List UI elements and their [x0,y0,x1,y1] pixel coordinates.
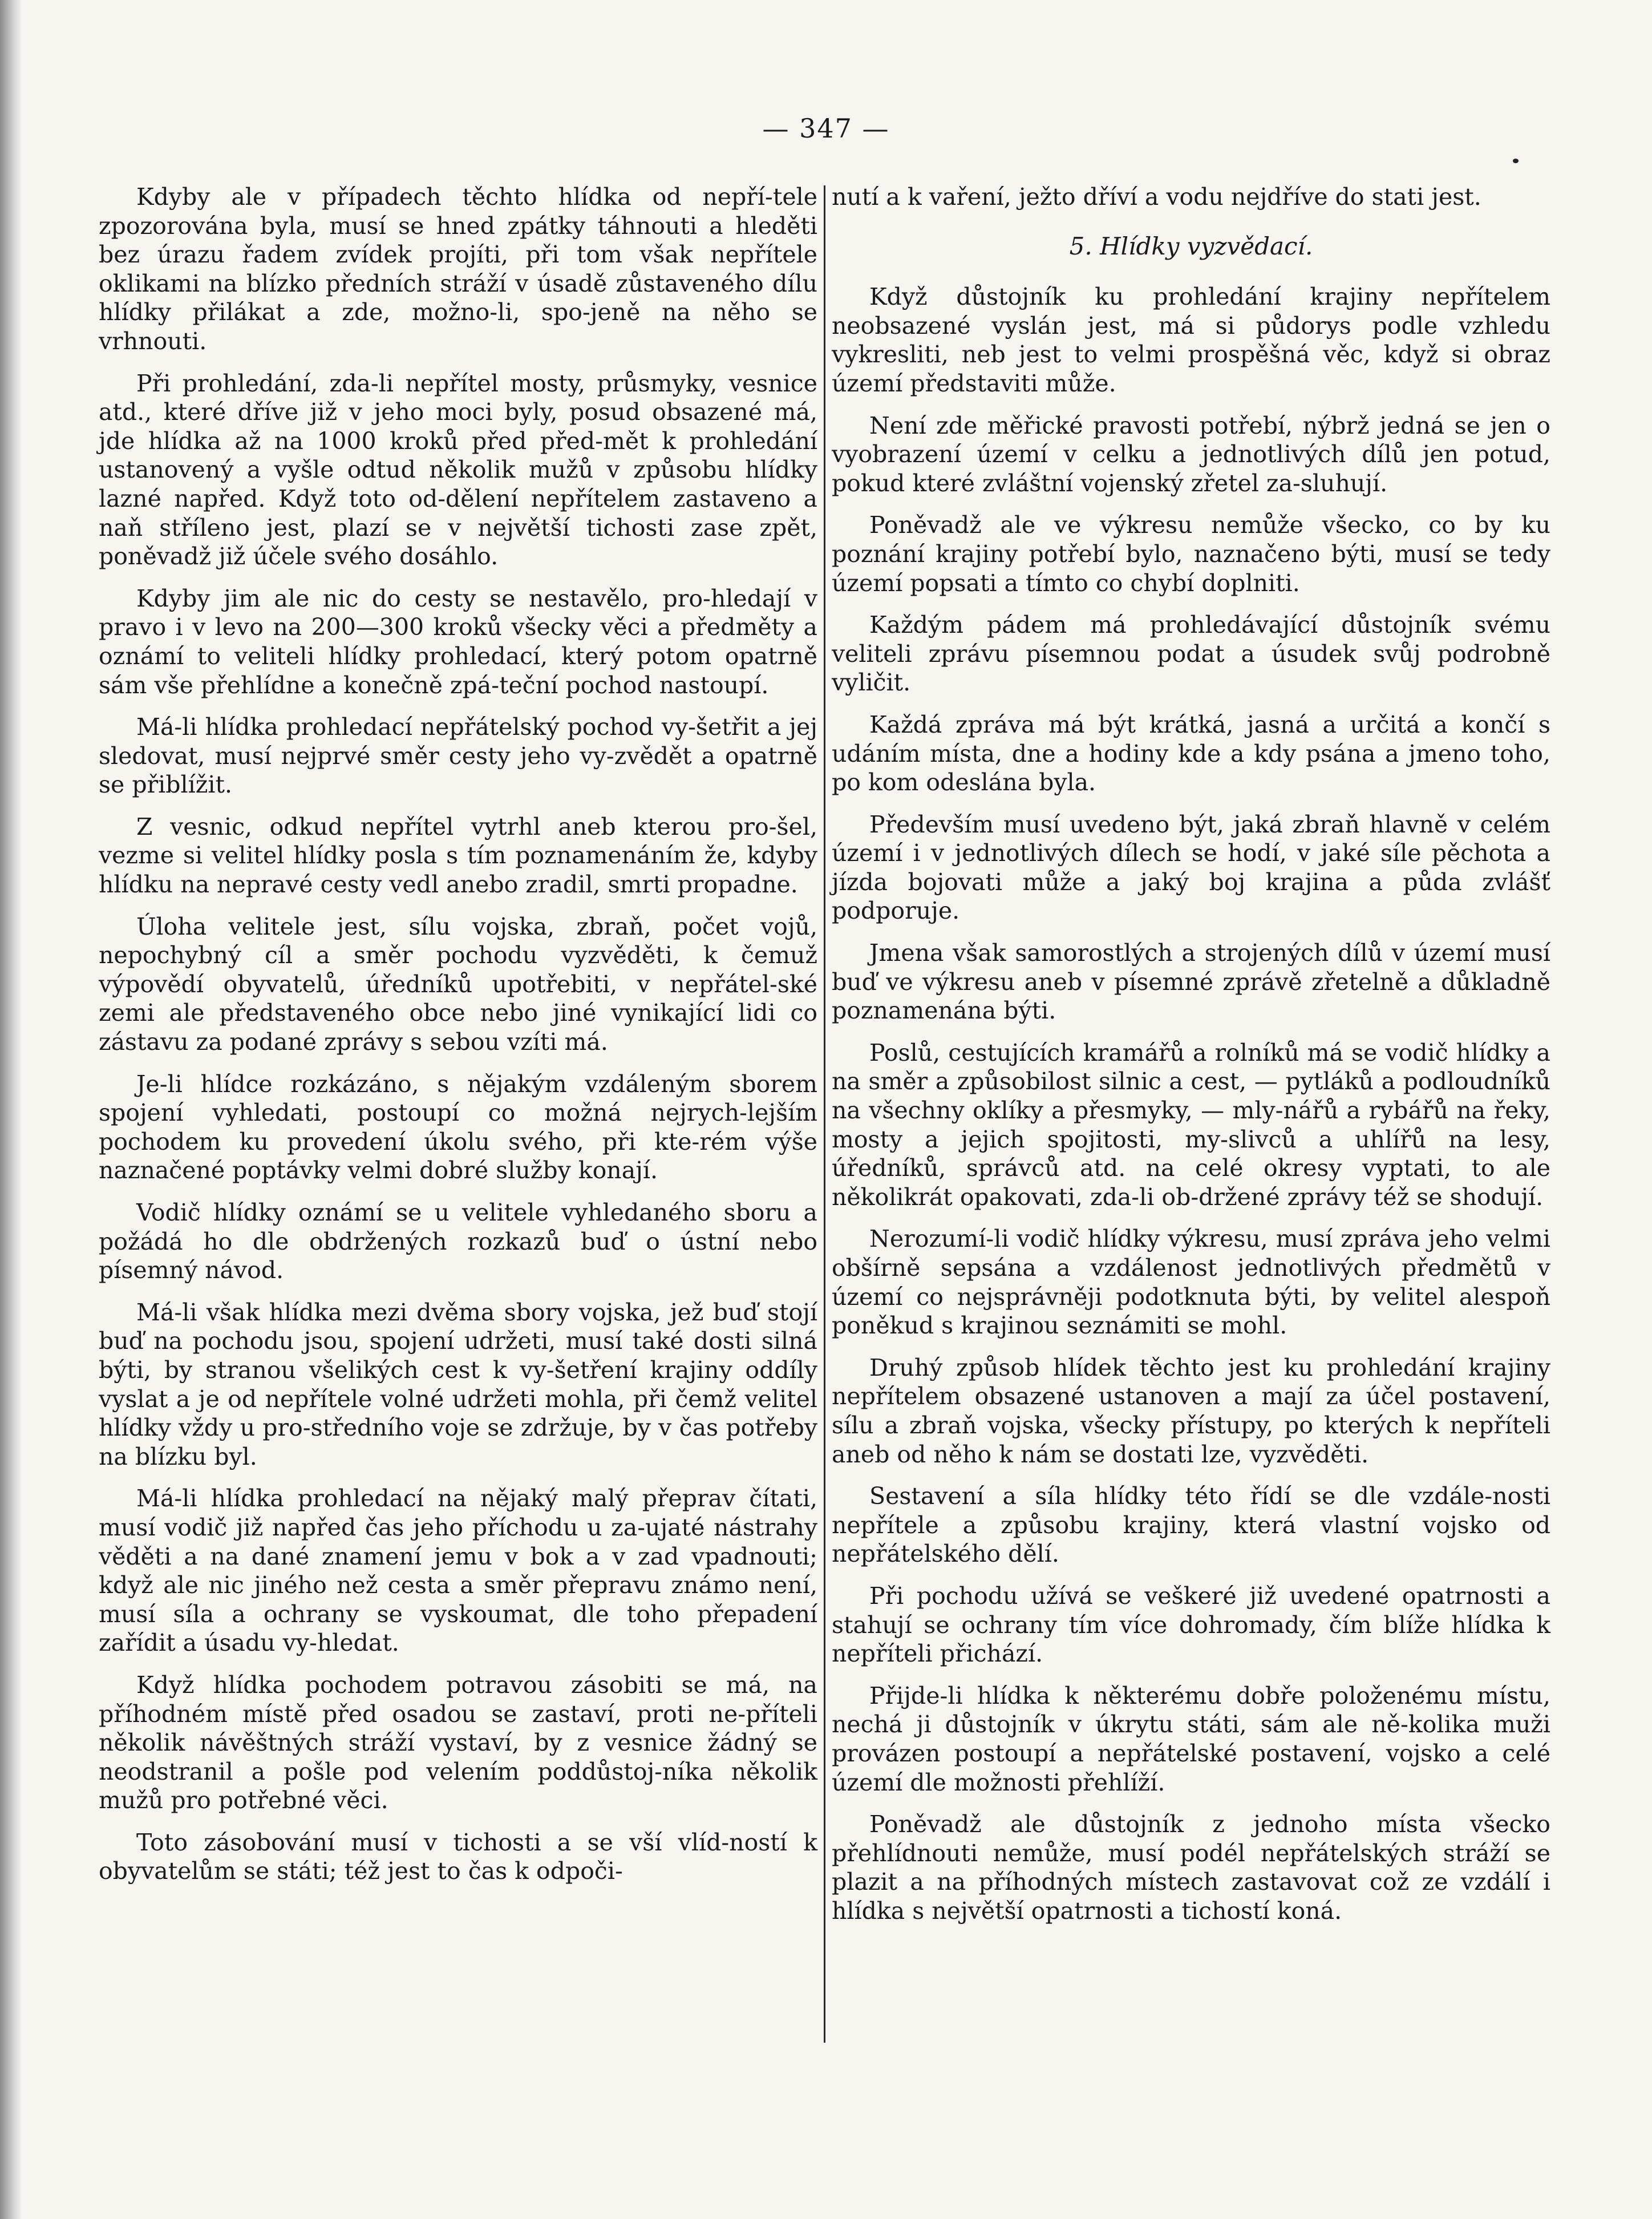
paragraph: Má-li hlídka prohledací na nějaký malý přeprav čítati, musí vodič již napřed čas jeho příchodu u za-ujaté nástrahy věděti a na dané znamení jemu v bok a v zad vpadnouti; když ale nic jiného než cesta a směr přepravu známo není, musí síla a ochrany se vyskoumat, dle toho přepadení zařídit a úsadu vy-hledat. [99,1485,817,1657]
paragraph: Při pochodu užívá se veškeré již uvedené opatrnosti a stahují se ochrany tím více dohromady, čím blíže hlídka k nepříteli přichází. [832,1582,1550,1668]
paragraph: Úloha velitele jest, sílu vojska, zbraň, počet vojů, nepochybný cíl a směr pochodu vyzvěděti, k čemuž výpovědí obyvatelů, úředníků upotřebiti, v nepřátel-ské zemi ale představeného obce nebo jiné vynikající lidi co zástavu za podané zprávy s sebou vzíti má. [99,912,817,1056]
paragraph: Kdyby ale v případech těchto hlídka od nepří-tele zpozorována byla, musí se hned zpátky táhnouti a hleděti bez úrazu řadem zvídek projíti, při tom však nepřítele oklikami na blízko předních stráží v úsadě zůstaveného dílu hlídky přilákat a zde, možno-li, spo-jeně na něho se vrhnouti. [99,183,817,355]
paragraph: Poněvadž ale ve výkresu nemůže všecko, co by ku poznání krajiny potřebí bylo, naznačeno býti, musí se tedy území popsati a tímto co chybí doplniti. [832,511,1550,597]
paragraph: Kdyby jim ale nic do cesty se nestavělo, pro-hledají v pravo i v levo na 200—300 kroků všecky věci a předměty a oznámí to veliteli hlídky prohledací, který potom opatrně sám vše přehlídne a konečně zpá-teční pochod nastoupí. [99,584,817,699]
paragraph: Poněvadž ale důstojník z jednoho místa všecko přehlídnouti nemůže, musí podél nepřátelských stráží se plazit a na příhodných místech zastavovat což ze vzdálí i hlídka s největší opatrnosti a tichostí koná. [832,1810,1550,1925]
left-column [99,183,817,1899]
paragraph: Jmena však samorostlých a strojených dílů v území musí buď ve výkresu aneb v písemné zprávě zřetelně a důkladně poznamenána býti. [832,939,1550,1025]
paragraph: Má-li hlídka prohledací nepřátelský pochod vy-šetřit a jej sledovat, musí nejprvé směr cesty jeho vy-zvědět a opatrně se přiblížit. [99,713,817,799]
paragraph: Toto zásobování musí v tichosti a se vší vlíd-ností k obyvatelům se státi; též jest to čas k odpoči- [99,1828,817,1885]
right-column [832,183,1550,1938]
page-number: — 347 — [762,113,890,144]
page-binding-edge [0,0,22,2219]
paragraph: Není zde měřické pravosti potřebí, nýbrž jedná se jen o vyobrazení území v celku a jednotlivých dílů jen potud, pokud které zvláštní vojenský zřetel za-sluhují. [832,411,1550,497]
paragraph: Vodič hlídky oznámí se u velitele vyhledaného sboru a požádá ho dle obdržených rozkazů buď o ústní nebo písemný návod. [99,1199,817,1284]
paragraph: Především musí uvedeno být, jaká zbraň hlavně v celém území i v jednotlivých dílech se hodí, v jaké síle pěchota a jízda bojovati může a jaký boj krajina a půda zvlášť podporuje. [832,810,1550,925]
paragraph: Při prohledání, zda-li nepřítel mosty, průsmyky, vesnice atd., které dříve již v jeho moci byly, posud obsazené má, jde hlídka až na 1000 kroků před před-mět k prohledání ustanovený a vyšle odtud několik mužů v způsobu hlídky lazné napřed. Když toto od-dělení nepřítelem zastaveno a naň stříleno jest, plazí se v největší tichosti zase zpět, poněvadž již účele svého dosáhlo. [99,369,817,571]
paragraph: Druhý způsob hlídek těchto jest ku prohledání krajiny nepřítelem obsazené ustanoven a mají za účel postavení, sílu a zbraň vojska, všecky přístupy, po kterých k nepříteli aneb od něho k nám se dostati lze, vyzvěděti. [832,1353,1550,1468]
paragraph: Sestavení a síla hlídky této řídí se dle vzdále-nosti nepřítele a způsobu krajiny, která vlastní vojsko od nepřátelského dělí. [832,1482,1550,1568]
paragraph: Každým pádem má prohledávající důstojník svému veliteli zprávu písemnou podat a úsudek svůj podrobně vyličit. [832,611,1550,697]
paragraph: Přijde-li hlídka k některému dobře položenému místu, nechá ji důstojník v úkrytu státi, sám ale ně-kolika muži provázen postoupí a nepřátelské postavení, vojsko a celé území dle možnosti přehlíží. [832,1682,1550,1796]
ink-speck [1513,159,1519,163]
paragraph: Každá zpráva má být krátká, jasná a určitá a končí s udáním místa, dne a hodiny kde a kdy psána a jmeno toho, po kom odeslána byla. [832,710,1550,797]
continued-paragraph: nutí a k vaření, ježto dříví a vodu nejdříve do stati jest. [832,183,1481,211]
paragraph: Nerozumí-li vodič hlídky výkresu, musí zpráva jeho velmi obšírně sepsána a vzdálenost jednotlivých předmětů v území co nejsprávněji podotknuta býti, by velitel alespoň poněkud s krajinou seznámiti se mohl. [832,1225,1550,1340]
section-heading: 5. Hlídky vyzvědací. [1069,232,1313,260]
paragraph: Když důstojník ku prohledání krajiny nepřítelem neobsazené vyslán jest, má si půdorys podle vzhledu vykresliti, neb jest to velmi prospěšná věc, když si obraz území představiti může. [832,283,1550,397]
paragraph: Má-li však hlídka mezi dvěma sbory vojska, jež buď stojí buď na pochodu jsou, spojení udržeti, musí také dosti silná býti, by stranou všelikých cest k vy-šetření krajiny oddíly vyslat a je od nepřítele volné udržeti mohla, při čemž velitel hlídky vždy u pro-středního voje se zdržuje, by v čas potřeby na blízku byl. [99,1298,817,1470]
paragraph: Z vesnic, odkud nepřítel vytrhl aneb kterou pro-šel, vezme si velitel hlídky posla s tím poznamenáním že, kdyby hlídku na nepravé cesty vedl anebo zradil, smrti propadne. [99,813,817,899]
column-divider [824,185,825,2043]
paragraph: Je-li hlídce rozkázáno, s nějakým vzdáleným sborem spojení vyhledati, postoupí co možná nejrych-lejším pochodem ku provedení úkolu svého, při kte-rém výše naznačené poptávky velmi dobré služby konají. [99,1070,817,1185]
paragraph: Poslů, cestujících kramářů a rolníků má se vodič hlídky a na směr a způsobilost silnic a cest, — pytláků a podloudníků na všechny oklíky a přesmyky, — mly-nářů a rybářů na řeky, mosty a jejich spojitosti, my-slivců a uhlířů na lesy, úředníků, správců atd. na celé okresy vyptati, to ale několikrát opakovati, zda-li ob-držené zprávy též se shodují. [832,1038,1550,1211]
paragraph: Když hlídka pochodem potravou zásobiti se má, na příhodném místě před osadou se zastaví, proti ne-příteli několik návěštných stráží vystaví, by z vesnice žádný se neodstranil a pošle pod velením poddůstoj-níka několik mužů pro potřebné věci. [99,1671,817,1814]
